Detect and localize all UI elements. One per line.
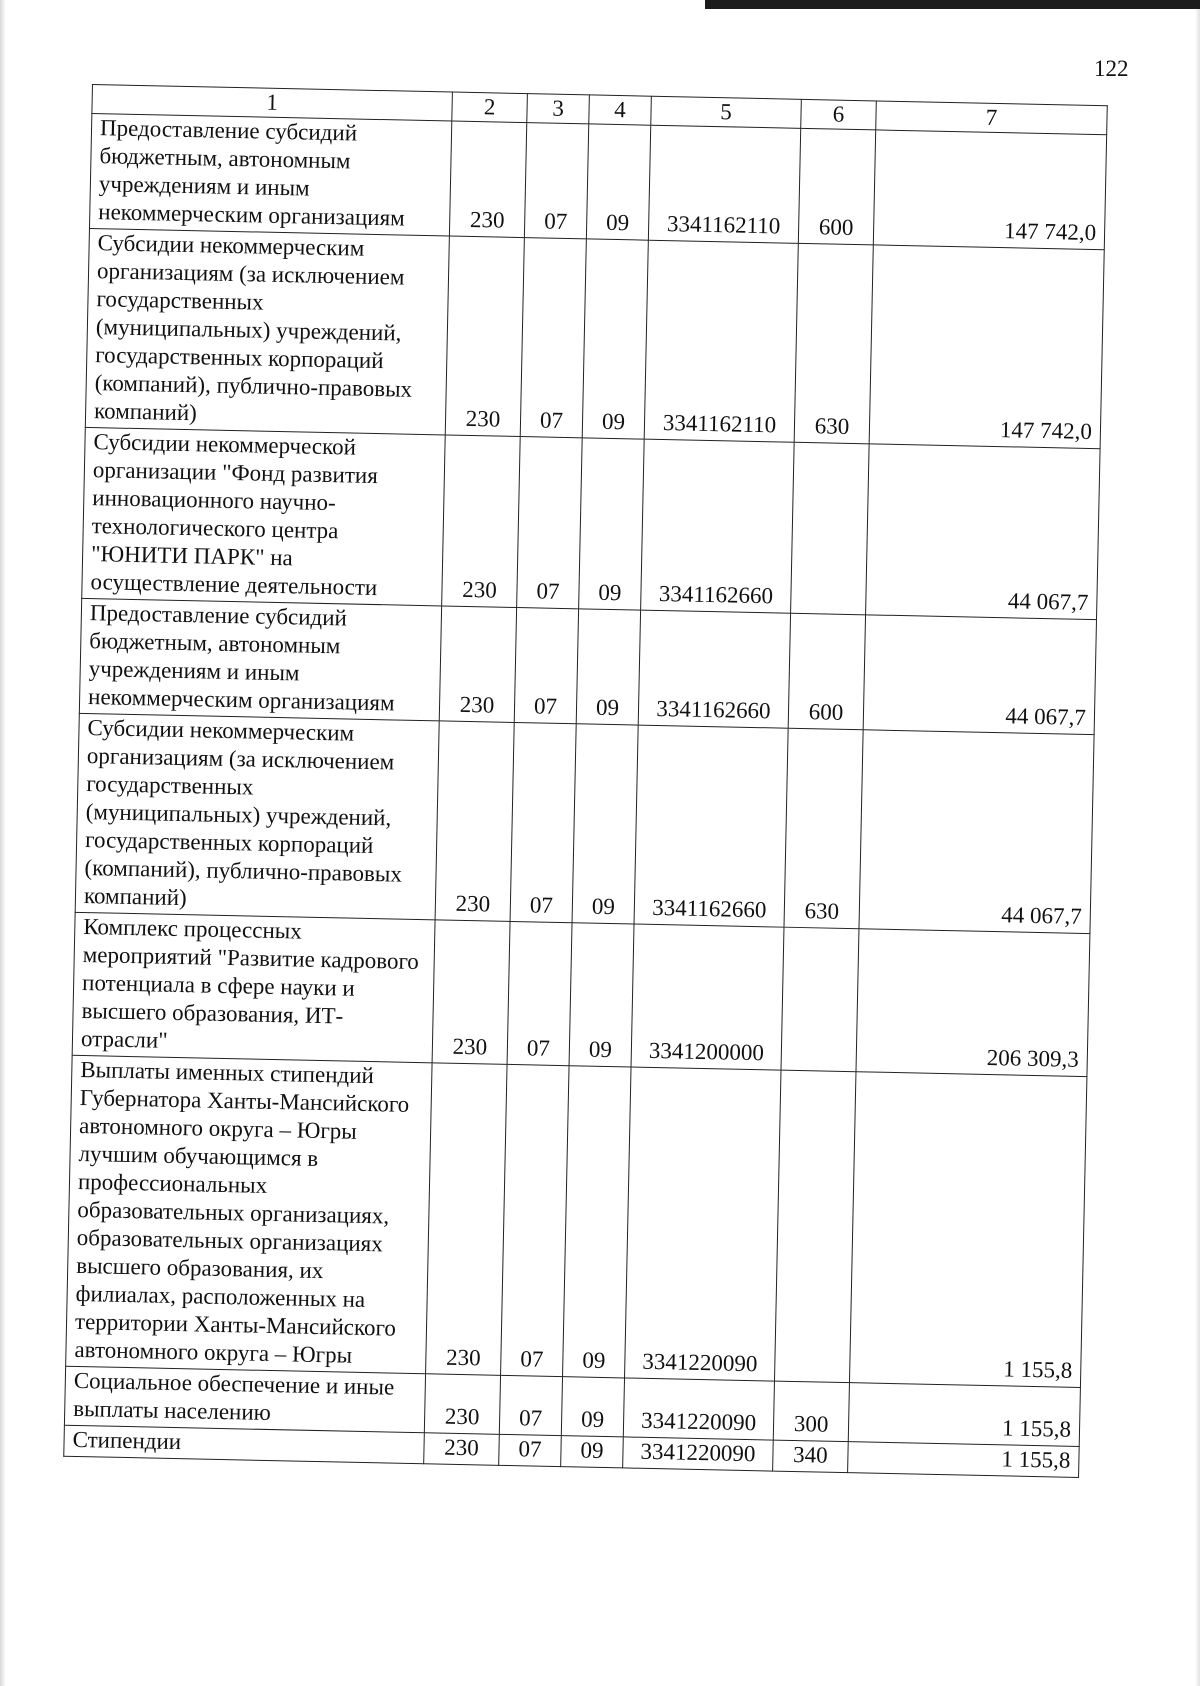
cell-col3: 07	[510, 722, 576, 922]
table-row	[85, 228, 1104, 448]
cell-col5: 3341162110	[644, 240, 798, 442]
cell-col3: 07	[517, 437, 583, 609]
cell-col7: 44 067,7	[863, 615, 1096, 735]
row-name: Социальное обеспечение и иные выплаты населению	[64, 1366, 425, 1433]
row-name: Стипендии	[64, 1425, 425, 1464]
cell-col5: 3341200000	[631, 924, 784, 1070]
cell-col6: 630	[794, 243, 873, 444]
cell-col3: 07	[507, 921, 572, 1065]
cell-col4: 09	[582, 239, 648, 439]
cell-col4: 09	[579, 438, 645, 610]
cell-col7: 147 742,0	[869, 245, 1104, 449]
cell-col6	[781, 927, 859, 1072]
cell-col3: 07	[514, 608, 578, 724]
cell-col7: 206 309,3	[856, 929, 1090, 1077]
cell-col3: 07	[499, 1434, 562, 1466]
cell-col6	[774, 1070, 855, 1383]
cell-col5: 3341220090	[623, 1378, 774, 1440]
cell-col4: 09	[586, 124, 650, 240]
cell-col4: 09	[561, 1377, 624, 1437]
table-row	[75, 713, 1094, 933]
column-header: 4	[589, 95, 652, 125]
column-header: 6	[801, 99, 877, 130]
cell-col5: 3341162660	[638, 610, 790, 728]
cell-col5: 3341162110	[648, 125, 800, 243]
cell-col2: 230	[424, 1433, 500, 1466]
table-row	[79, 598, 1096, 734]
column-header: 1	[92, 85, 453, 122]
cell-col4: 09	[569, 923, 634, 1067]
cell-col6: 600	[798, 128, 875, 245]
cell-col6: 300	[773, 1381, 849, 1442]
cell-col6: 630	[784, 728, 863, 929]
cell-col5: 3341220090	[623, 1437, 774, 1471]
cell-col5: 3341162660	[641, 439, 795, 613]
row-name: Субсидии некоммерческим организациям (за исключением государственных (муниципальных) учреждений, государственных корпораций (компаний), публично-правовых компаний)	[75, 713, 439, 919]
cell-col6: 340	[773, 1440, 849, 1473]
cell-col2: 230	[435, 721, 514, 922]
row-name: Выплаты именных стипендий Губернатора Ханты-Мансийского автономного округа – Югры лучшим обучающимся в профессиональных образовательных организациях, образовательных организациях высшего образования, их филиалах, расположенных на территории Ханты-Мансийского автономного округа – Югры	[66, 1055, 432, 1373]
cell-col6: 600	[788, 613, 865, 730]
cell-col7: 44 067,7	[859, 730, 1094, 934]
row-name: Комплекс процессных мероприятий "Развитие кадрового потенциала в сфере науки и высшего образования, ИТ-отрасли"	[72, 912, 435, 1063]
column-header: 2	[452, 92, 528, 123]
row-name: Субсидии некоммерческой организации "Фонд развития инновационного научно-технологического центра "ЮНИТИ ПАРК" на осуществление деятельности	[82, 427, 446, 606]
cell-col7: 1 155,8	[848, 1442, 1080, 1478]
cell-col2: 230	[449, 121, 526, 238]
cell-col3: 07	[501, 1064, 569, 1376]
row-name: Предоставление субсидий бюджетным, автономным учреждениям и иным некоммерческим организациям	[89, 114, 451, 237]
table-row	[66, 1055, 1087, 1387]
cell-col4: 09	[576, 609, 640, 725]
cell-col5: 3341162660	[634, 725, 788, 927]
cell-col2: 230	[426, 1063, 507, 1376]
cell-col3: 07	[499, 1375, 562, 1435]
row-name: Предоставление субсидий бюджетным, автономным учреждениям и иным некоммерческим организациям	[79, 598, 441, 721]
cell-col5: 3341220090	[625, 1067, 781, 1381]
cell-col2: 230	[439, 606, 516, 723]
cell-col3: 07	[520, 238, 586, 438]
row-name: Субсидии некоммерческим организациям (за исключением государственных (муниципальных) учреждений, государственных корпораций (компаний), публично-правовых компаний)	[85, 228, 449, 434]
cell-col4: 09	[563, 1066, 631, 1378]
scan-right-edge	[1195, 0, 1200, 1686]
cell-col4: 09	[561, 1436, 624, 1468]
budget-table	[63, 84, 1108, 1478]
page-number: 122	[1094, 56, 1129, 81]
cell-col2: 230	[442, 435, 521, 608]
cell-col3: 07	[524, 123, 588, 239]
cell-col7: 44 067,7	[866, 444, 1101, 620]
budget-table-container	[63, 84, 1107, 1478]
column-header: 7	[876, 101, 1108, 135]
table-row	[72, 912, 1090, 1076]
cell-col2: 230	[432, 920, 510, 1065]
cell-col4: 09	[572, 724, 638, 924]
cell-col7: 1 155,8	[849, 1072, 1086, 1388]
column-header: 3	[527, 94, 590, 124]
table-row	[89, 114, 1106, 250]
cell-col6	[791, 442, 870, 615]
cell-col2: 230	[445, 236, 524, 437]
cell-col7: 147 742,0	[873, 130, 1106, 250]
scan-left-edge	[0, 0, 6, 1686]
table-row	[82, 427, 1100, 619]
scan-top-bar	[705, 0, 1200, 9]
column-header: 5	[651, 96, 802, 128]
cell-col2: 230	[424, 1374, 500, 1435]
cell-col7: 1 155,8	[848, 1383, 1080, 1447]
